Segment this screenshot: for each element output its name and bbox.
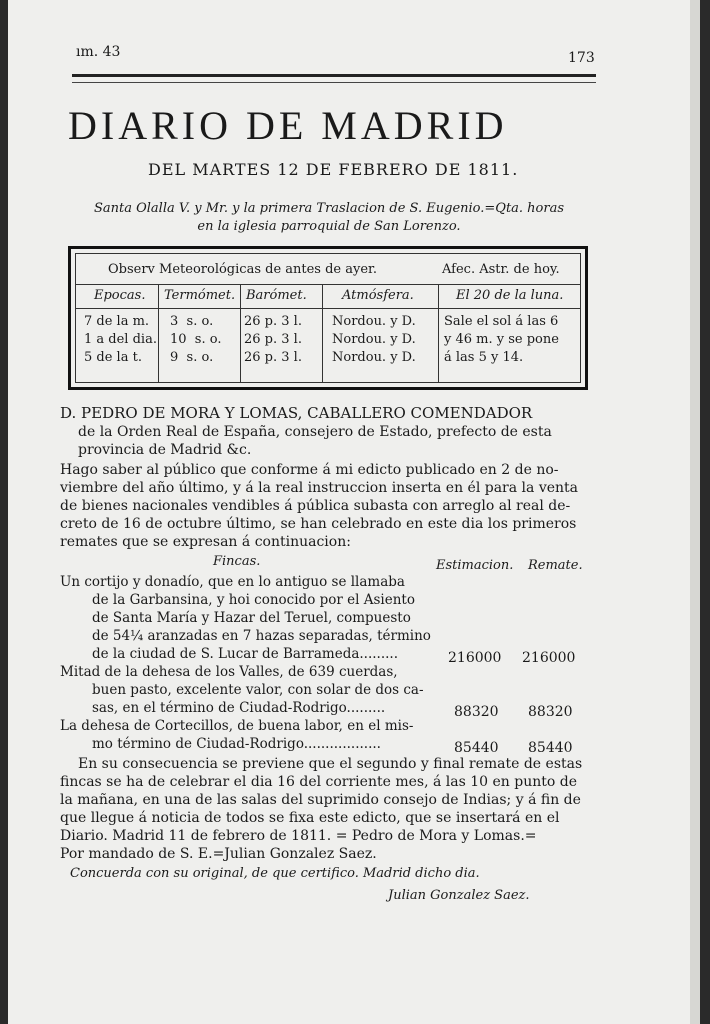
finca-line-5: de la ciudad de S. Lucar de Barrameda......... xyxy=(92,646,399,662)
dateline: DEL MARTES 12 DE FEBRERO DE 1811. xyxy=(148,160,519,179)
finca-line-6: Mitad de la dehesa de los Valles, de 639 cuerdas, xyxy=(60,664,398,680)
page-number: 173 xyxy=(568,50,595,66)
row1-barometro: 26 p. 3 l. xyxy=(244,314,302,329)
estimacion-heading: Estimacion. xyxy=(436,558,514,573)
luna-line-3: á las 5 y 14. xyxy=(444,350,524,365)
remate-heading: Remate. xyxy=(528,558,583,573)
finca-line-8: sas, en el término de Ciudad-Rodrigo......... xyxy=(92,700,386,716)
finca-3-estimacion: 85440 xyxy=(454,740,499,756)
finca-1-estimacion: 216000 xyxy=(448,650,502,666)
edict-line-4: Hago saber al público que conforme á mi edicto publicado en 2 de no- xyxy=(60,462,559,478)
header-rule-thin xyxy=(72,82,596,83)
weather-heading-right: Afec. Astr. de hoy. xyxy=(442,262,560,277)
row3-termometro: 9 s. o. xyxy=(170,350,214,365)
row2-atmosfera: Nordou. y D. xyxy=(332,332,416,347)
newspaper-page xyxy=(8,0,700,1024)
issue-number: ım. 43 xyxy=(76,44,121,60)
luna-line-2: y 46 m. y se pone xyxy=(444,332,559,347)
edict-line-8: remates que se expresan á continuacion: xyxy=(60,534,351,550)
finca-1-remate: 216000 xyxy=(522,650,576,666)
saints-line-1: Santa Olalla V. y Mr. y la primera Traslacion de S. Eugenio.=Qta. horas xyxy=(93,201,565,216)
finca-2-remate: 88320 xyxy=(528,704,573,720)
finca-line-4: de 54¼ aranzadas en 7 hazas separadas, término xyxy=(92,628,431,644)
edict-line-2: de la Orden Real de España, consejero de Estado, prefecto de esta xyxy=(78,424,552,440)
masthead-title: DIARIO DE MADRID xyxy=(68,103,508,148)
closing-line-5: Diario. Madrid 11 de febrero de 1811. = Pedro de Mora y Lomas.= xyxy=(60,828,537,844)
finca-line-3: de Santa María y Hazar del Teruel, compuesto xyxy=(92,610,411,626)
weather-divider-mid xyxy=(76,308,580,309)
row3-barometro: 26 p. 3 l. xyxy=(244,350,302,365)
col-epocas: Epocas. xyxy=(94,288,146,303)
col-termometro: Termómet. xyxy=(164,288,236,303)
weather-heading-left: Observ Meteorológicas de antes de ayer. xyxy=(108,262,377,277)
weather-vline-4 xyxy=(438,285,439,382)
header-rule-thick xyxy=(72,74,596,77)
row3-epoca: 5 de la t. xyxy=(84,350,142,365)
weather-vline-3 xyxy=(322,285,323,382)
edict-line-5: viembre del año último, y á la real instruccion inserta en él para la venta xyxy=(60,480,579,496)
finca-line-10: mo término de Ciudad-Rodrigo.................. xyxy=(92,736,381,752)
finca-line-2: de la Garbansina, y hoi conocido por el Asiento xyxy=(92,592,415,608)
finca-2-estimacion: 88320 xyxy=(454,704,499,720)
col-luna: El 20 de la luna. xyxy=(456,288,564,303)
certification-line: Concuerda con su original, de que certifico. Madrid dicho dia. xyxy=(70,866,480,881)
row2-epoca: 1 a del dia. xyxy=(84,332,157,347)
saints-line-2: en la iglesia parroquial de San Lorenzo. xyxy=(197,219,461,234)
finca-3-remate: 85440 xyxy=(528,740,573,756)
finca-line-7: buen pasto, excelente valor, con solar de dos ca- xyxy=(92,682,424,698)
closing-line-1: En su consecuencia se previene que el segundo y final remate de estas xyxy=(78,756,583,772)
row2-termometro: 10 s. o. xyxy=(170,332,222,347)
closing-line-3: la mañana, en una de las salas del suprimido consejo de Indias; y á fin de xyxy=(60,792,581,808)
edict-heading: D. PEDRO DE MORA Y LOMAS, CABALLERO COMENDADOR xyxy=(60,404,533,422)
finca-line-1: Un cortijo y donadío, que en lo antiguo se llamaba xyxy=(60,574,405,590)
saints-notice xyxy=(74,200,584,236)
finca-line-9: La dehesa de Cortecillos, de buena labor, en el mis- xyxy=(60,718,414,734)
weather-divider-top xyxy=(76,284,580,285)
row1-atmosfera: Nordou. y D. xyxy=(332,314,416,329)
row3-atmosfera: Nordou. y D. xyxy=(332,350,416,365)
luna-line-1: Sale el sol á las 6 xyxy=(444,314,559,329)
page-edge xyxy=(690,0,700,1024)
signature: Julian Gonzalez Saez. xyxy=(388,888,530,903)
col-barometro: Barómet. xyxy=(246,288,307,303)
row2-barometro: 26 p. 3 l. xyxy=(244,332,302,347)
weather-vline-1 xyxy=(158,285,159,382)
edict-line-7: creto de 16 de octubre último, se han celebrado en este dia los primeros xyxy=(60,516,577,532)
weather-vline-2 xyxy=(240,285,241,382)
closing-line-2: fincas se ha de celebrar el dia 16 del corriente mes, á las 10 en punto de xyxy=(60,774,577,790)
row1-termometro: 3 s. o. xyxy=(170,314,214,329)
closing-line-4: que llegue á noticia de todos se fixa este edicto, que se insertará en el xyxy=(60,810,560,826)
col-atmosfera: Atmósfera. xyxy=(342,288,414,303)
fincas-heading: Fincas. xyxy=(213,554,261,569)
edict-line-6: de bienes nacionales vendibles á pública subasta con arreglo al real de- xyxy=(60,498,571,514)
weather-table-inner xyxy=(75,253,581,383)
edict-line-3: provincia de Madrid &c. xyxy=(78,442,252,458)
weather-table xyxy=(68,246,588,390)
closing-line-6: Por mandado de S. E.=Julian Gonzalez Saez. xyxy=(60,846,377,862)
row1-epoca: 7 de la m. xyxy=(84,314,150,329)
